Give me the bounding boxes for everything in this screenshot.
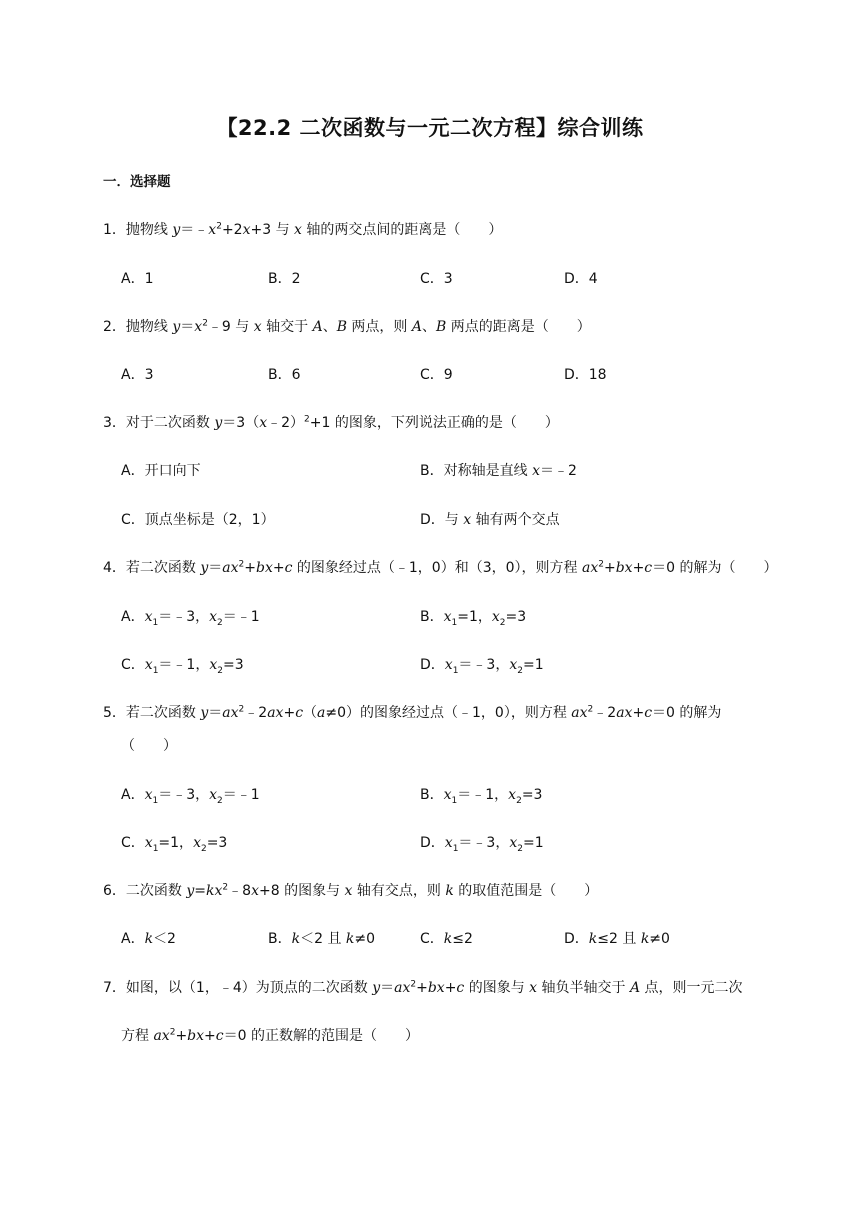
question-text: 抛物线 $y=﹣x^2+2x+3$ 与 x 轴的两交点间的距离是（ ）: [125, 221, 503, 238]
option-b: B．k＜2 且 k≠0: [268, 931, 376, 947]
question-1: [103, 219, 502, 239]
question-3: [103, 412, 559, 432]
question-text: 抛物线 $y=x^2﹣9$ 与 x 轴交于 A、B 两点，则 A、B 两点的距离是（ ）: [125, 318, 591, 335]
question-number: 5．: [103, 705, 126, 721]
option-c: C．$x_1=1$，$x_2=3$: [121, 835, 228, 854]
option-d: D．与 x 轴有两个交点: [420, 512, 560, 528]
question-2: [103, 316, 591, 336]
question-text: 若二次函数 $y=ax^2+bx+c$ 的图象经过点（﹣1，0）和（3，0），则方程 $ax^2+bx+c=0$ 的解为（ ）: [125, 559, 778, 576]
question-text: 如图，以（1，﹣4）为顶点的二次函数 $y=ax^2+bx+c$ 的图象与 x 轴负半轴交于 A 点，则一元二次: [125, 979, 743, 996]
question-number: 6．: [103, 883, 126, 899]
option-d: D．k≤2 且 k≠0: [564, 931, 670, 947]
option-c: C．k≤2: [420, 931, 473, 947]
question-7: [103, 977, 743, 997]
option-b: B．$x_1=﹣1$，$x_2=3$: [420, 787, 543, 806]
option-a: A．开口向下: [121, 463, 201, 479]
question-number: 3．: [103, 415, 126, 431]
option-c: C．顶点坐标是（2，1）: [121, 512, 275, 528]
question-5: [103, 702, 721, 722]
question-7-line-2: 方程 $ax^2+bx+c=0$ 的正数解的范围是（ ）: [121, 1027, 419, 1044]
option-d: D．4: [564, 271, 598, 287]
option-d: D．18: [564, 367, 607, 383]
question-number: 2．: [103, 319, 126, 335]
option-b: B．对称轴是直线 x＝﹣2: [420, 463, 577, 479]
option-b: B．2: [268, 271, 301, 287]
section-heading: 一．选择题: [103, 174, 171, 190]
question-number: 7．: [103, 980, 126, 996]
option-c: C．$x_1=﹣1$，$x_2=3$: [121, 657, 244, 676]
option-d: D．$x_1=﹣3$，$x_2=1$: [420, 835, 544, 854]
page-title: 【22.2 二次函数与一元二次方程】综合训练: [216, 116, 644, 140]
option-a: A．k＜2: [121, 931, 176, 947]
question-text: 若二次函数 $y=ax^2﹣2ax+c(a\ne 0)$的图象经过点（﹣1，0），则方程 $ax^2﹣2ax+c=0$ 的解为: [125, 704, 722, 721]
question-text: 对于二次函数 y＝3（x﹣2）$^2$+1 的图象，下列说法正确的是（ ）: [125, 414, 559, 431]
option-b: B．$x_1=1$，$x_2=3$: [420, 609, 527, 628]
option-c: C．9: [420, 367, 453, 383]
option-a: A．$x_1=﹣3$，$x_2=﹣1$: [121, 787, 260, 806]
option-a: A．1: [121, 271, 154, 287]
question-4: [103, 557, 778, 577]
question-5-bracket: （ ）: [121, 738, 177, 754]
question-number: 1．: [103, 222, 126, 238]
question-text: 二次函数 $y=kx^2﹣8x+8$ 的图象与 x 轴有交点，则 k 的取值范围是（ ）: [125, 882, 599, 899]
option-a: A．3: [121, 367, 154, 383]
option-d: D．$x_1=﹣3$，$x_2=1$: [420, 657, 544, 676]
option-b: B．6: [268, 367, 301, 383]
option-a: A．$x_1=﹣3$，$x_2=﹣1$: [121, 609, 260, 628]
question-number: 4．: [103, 560, 126, 576]
option-c: C．3: [420, 271, 453, 287]
question-6: [103, 880, 598, 900]
